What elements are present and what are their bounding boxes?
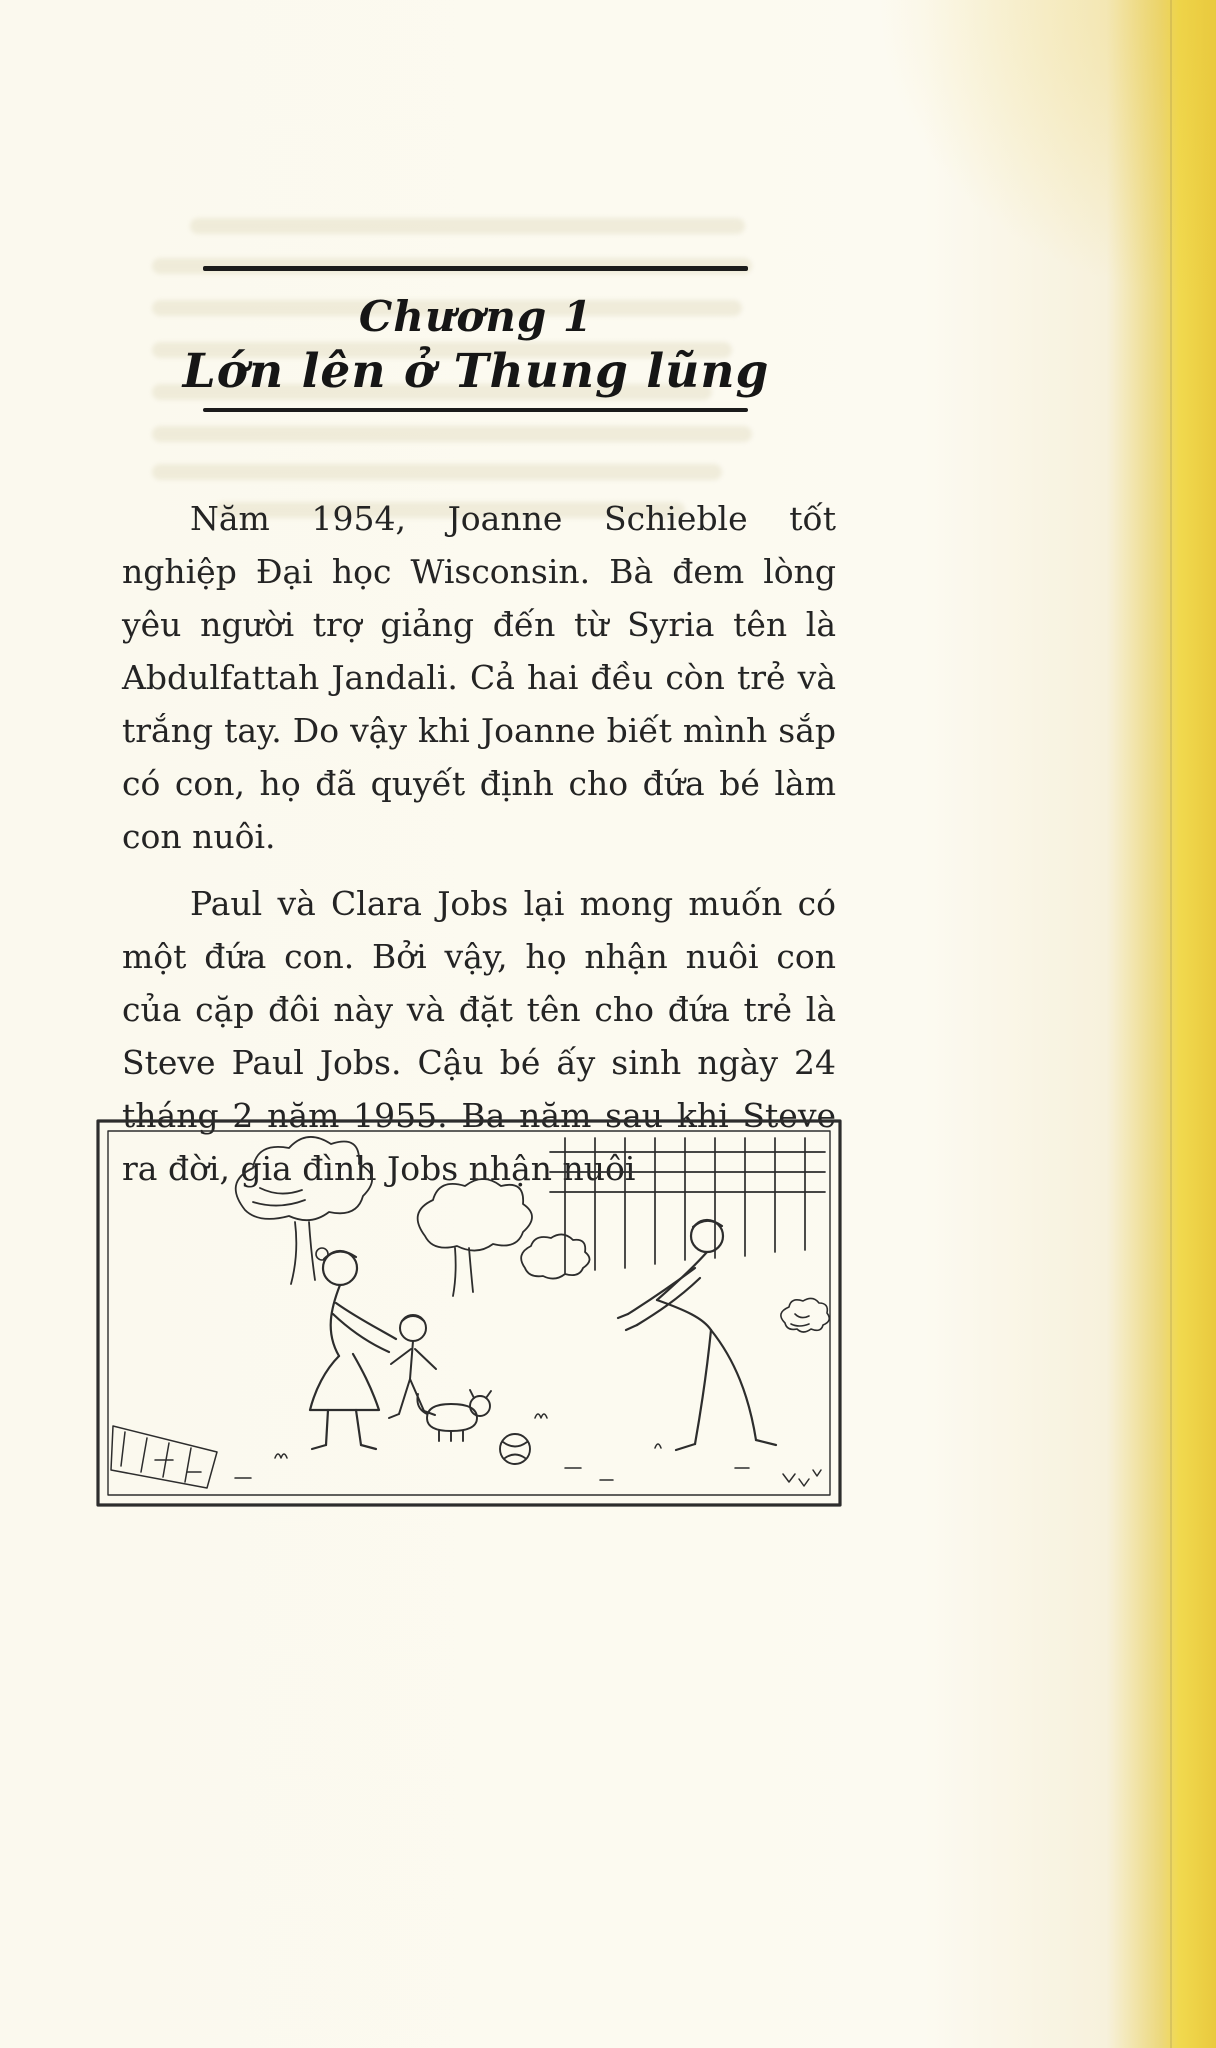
child-figure bbox=[389, 1315, 436, 1418]
bleed-through-line bbox=[152, 464, 722, 480]
fence bbox=[550, 1138, 825, 1273]
chapter-rule-bottom bbox=[203, 408, 748, 412]
illustration-drawing bbox=[95, 1118, 843, 1508]
ball bbox=[500, 1434, 530, 1464]
page-edge-shadow bbox=[1170, 0, 1172, 2048]
man-figure bbox=[618, 1220, 776, 1450]
paragraph: Paul và Clara Jobs lại mong muốn có một đứa con. Bởi vậy, họ nhận nuôi con của cặp đôi này và đặt tên cho đứa trẻ là Steve Paul Jobs. Cậu bé ấy sinh ngày 24 tháng 2 năm 1955. Ba năm sau khi Steve ra đời, gia đình Jobs nhận nuôi bbox=[122, 884, 836, 1188]
bleed-through-line bbox=[152, 426, 752, 442]
body-text bbox=[122, 492, 836, 1195]
bush bbox=[781, 1298, 829, 1332]
chapter-rule-top bbox=[203, 266, 748, 271]
bleed-through-line bbox=[190, 218, 745, 234]
chapter-title: Lớn lên ở Thung lũng bbox=[182, 344, 770, 399]
ground-details bbox=[111, 1414, 821, 1488]
woman-figure bbox=[310, 1248, 396, 1449]
illustration bbox=[95, 1118, 843, 1508]
dog-figure bbox=[417, 1390, 491, 1441]
illustration-frame bbox=[98, 1121, 840, 1505]
trees bbox=[236, 1137, 590, 1296]
paragraph: Năm 1954, Joanne Schieble tốt nghiệp Đại học Wisconsin. Bà đem lòng yêu người trợ giảng đến từ Syria tên là Abdulfattah Jandali. Cả hai đều còn trẻ và trắng tay. Do vậy khi Joanne biết mình sắp có con, họ đã quyết định cho đứa bé làm con nuôi. bbox=[122, 499, 836, 856]
chapter-number: Chương 1 bbox=[358, 292, 594, 341]
